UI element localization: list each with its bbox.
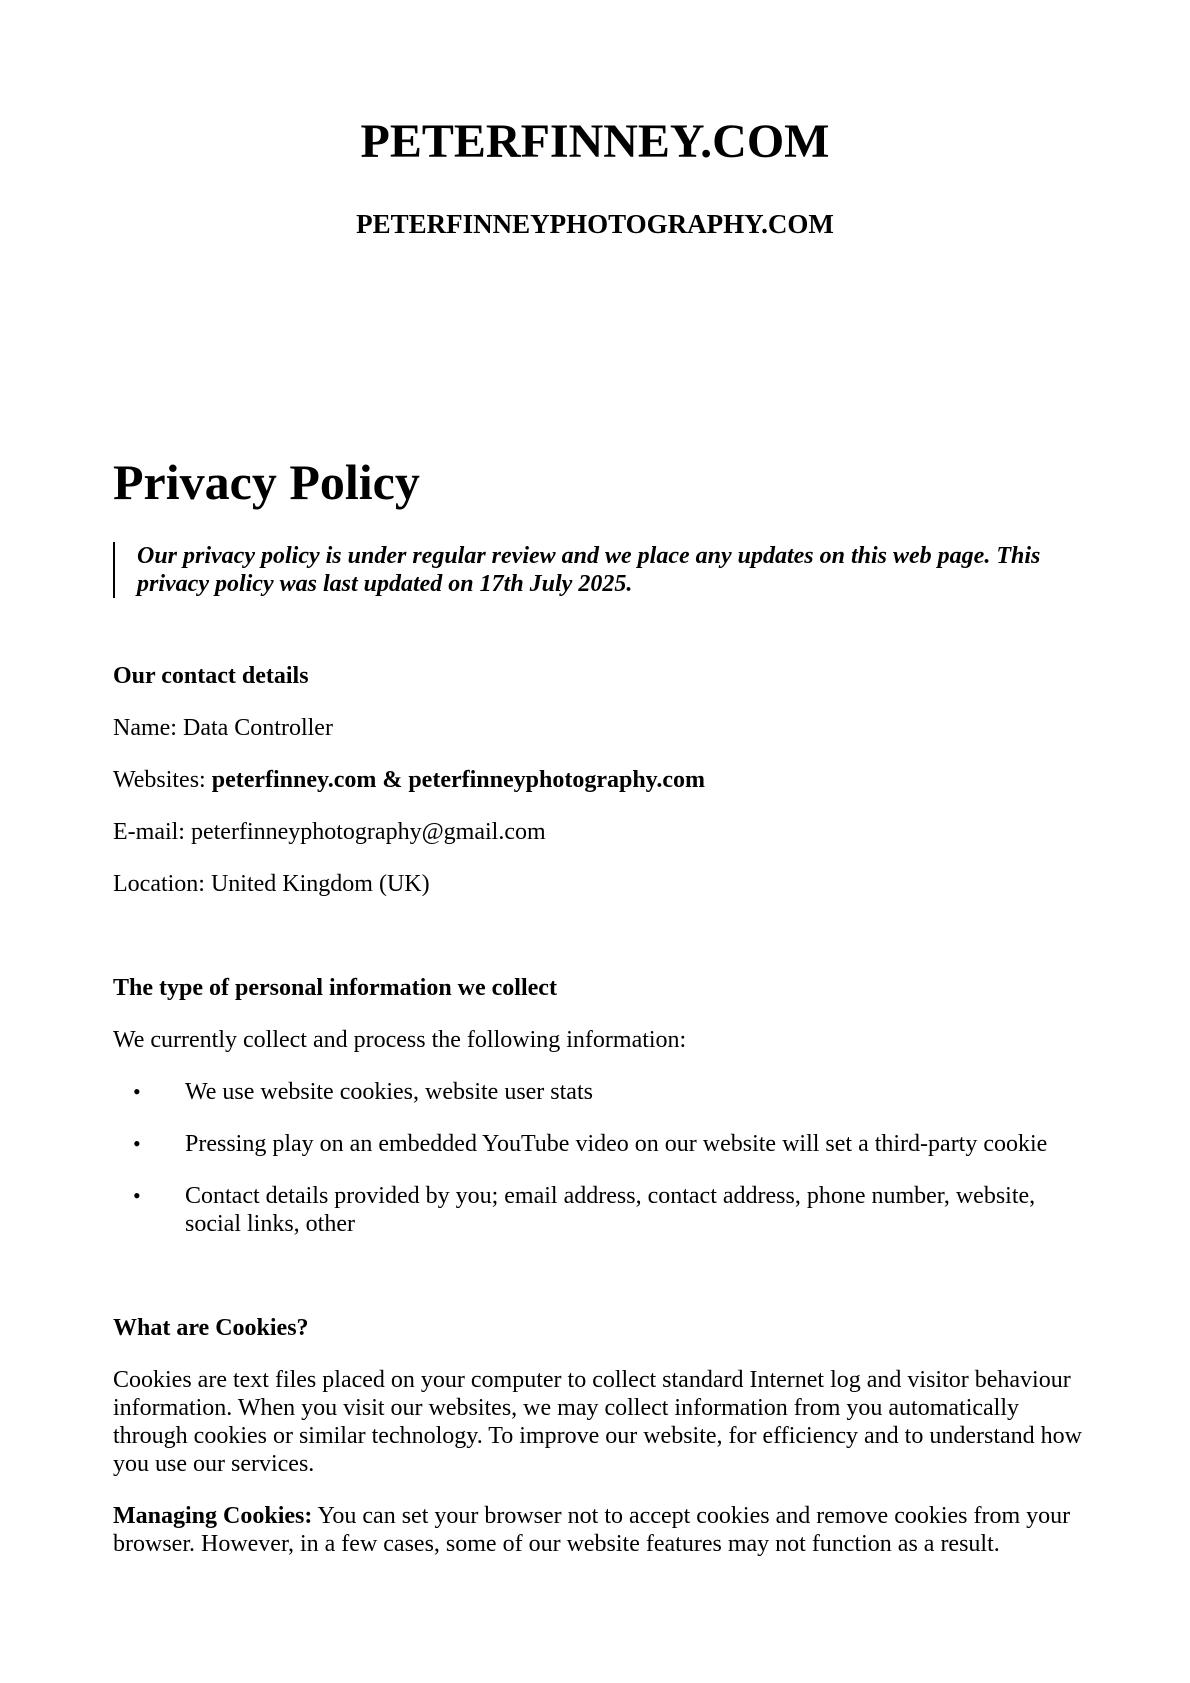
contact-websites: [113, 766, 1093, 794]
contact-email-value: peterfinneyphotography@gmail.com: [190, 819, 546, 845]
managing-cookies-body: You can set your browser not to accept cookies and remove cookies from your browser. However, in a few cases, some of our website features may not function as a result.: [113, 1503, 1071, 1557]
page-title: Privacy Policy: [113, 454, 420, 510]
contact-email: [113, 818, 1093, 846]
site-subtitle: PETERFINNEYPHOTOGRAPHY.COM: [356, 209, 834, 239]
contact-name-value: Data Controller: [182, 715, 333, 741]
contact-location: [113, 870, 1093, 898]
bullet-icon: •: [133, 1183, 141, 1208]
site-title: PETERFINNEY.COM: [360, 115, 830, 168]
contact-websites-value: peterfinney.com & peterfinneyphotography.com: [211, 767, 705, 793]
policy-content: [113, 452, 1093, 1582]
contact-websites-label: Websites:: [113, 767, 206, 793]
contact-name-label: Name:: [113, 715, 177, 741]
list-item: [113, 1078, 1093, 1106]
managing-cookies: [113, 1502, 1093, 1558]
list-item: [113, 1182, 1093, 1238]
section-spacer: [113, 922, 1093, 974]
collection-list: [113, 1078, 1093, 1238]
list-item: [113, 1130, 1093, 1158]
bullet-icon: •: [133, 1131, 141, 1156]
collection-intro: We currently collect and process the following information:: [113, 1027, 687, 1053]
contact-location-value: United Kingdom (UK): [210, 871, 430, 897]
cookies-heading: What are Cookies?: [113, 1315, 309, 1341]
contact-location-label: Location:: [113, 871, 205, 897]
bullet-icon: •: [133, 1079, 141, 1104]
section-spacer: [113, 1262, 1093, 1314]
collection-heading: The type of personal information we collect: [113, 975, 557, 1001]
list-item-text: We use website cookies, website user stats: [185, 1079, 593, 1105]
contact-name: [113, 714, 1093, 742]
contact-email-label: E-mail:: [113, 819, 185, 845]
managing-cookies-label: Managing Cookies:: [113, 1503, 313, 1529]
cookies-body: Cookies are text files placed on your computer to collect standard Internet log and visitor behaviour information. When you visit our websites, we may collect information from you automatically through cookies or similar technology. To improve our website, for efficiency and to understand how you use our services.: [113, 1367, 1082, 1477]
update-notice: Our privacy policy is under regular review and we place any updates on this web page. This privacy policy was last updated on 17th July 2025.: [113, 542, 1093, 598]
contact-heading: Our contact details: [113, 663, 309, 689]
list-item-text: Pressing play on an embedded YouTube video on our website will set a third-party cookie: [185, 1131, 1048, 1157]
list-item-text: Contact details provided by you; email address, contact address, phone number, website, social links, other: [185, 1183, 1036, 1237]
